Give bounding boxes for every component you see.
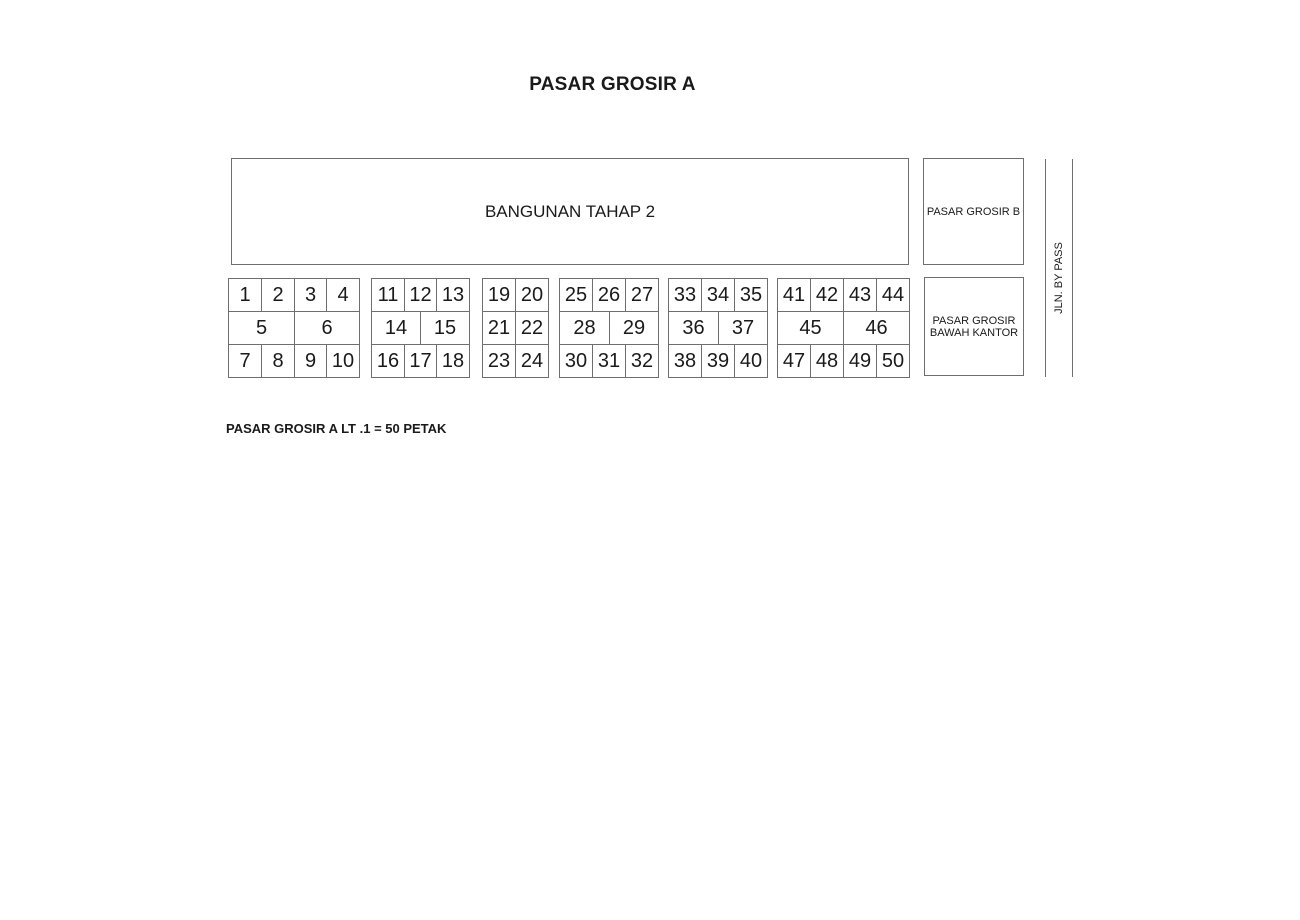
stall-27: 27 — [625, 278, 659, 312]
stall-4: 4 — [326, 278, 360, 312]
road-label-text: JLN. BY PASS — [1053, 242, 1065, 314]
stall-9: 9 — [294, 344, 327, 378]
stall-23: 23 — [482, 344, 516, 378]
stall-22: 22 — [515, 311, 549, 345]
stall-2: 2 — [261, 278, 295, 312]
grosir-bawah-kantor-label-line2: BAWAH KANTOR — [929, 326, 1019, 339]
stall-49: 49 — [843, 344, 877, 378]
stall-38: 38 — [668, 344, 702, 378]
stall-6: 6 — [294, 311, 360, 345]
stall-18: 18 — [436, 344, 470, 378]
stall-13: 13 — [436, 278, 470, 312]
stall-11: 11 — [371, 278, 405, 312]
stall-3: 3 — [294, 278, 327, 312]
stall-37: 37 — [718, 311, 768, 345]
stall-44: 44 — [876, 278, 910, 312]
stall-25: 25 — [559, 278, 593, 312]
stall-42: 42 — [810, 278, 844, 312]
stall-16: 16 — [371, 344, 405, 378]
stall-5: 5 — [228, 311, 295, 345]
stall-34: 34 — [701, 278, 735, 312]
stall-19: 19 — [482, 278, 516, 312]
stall-32: 32 — [625, 344, 659, 378]
stall-17: 17 — [404, 344, 437, 378]
stall-46: 46 — [843, 311, 910, 345]
stall-21: 21 — [482, 311, 516, 345]
stall-28: 28 — [559, 311, 610, 345]
stall-41: 41 — [777, 278, 811, 312]
stall-10: 10 — [326, 344, 360, 378]
stall-48: 48 — [810, 344, 844, 378]
stall-29: 29 — [609, 311, 659, 345]
stall-12: 12 — [404, 278, 437, 312]
stall-33: 33 — [668, 278, 702, 312]
stall-count-caption: PASAR GROSIR A LT .1 = 50 PETAK — [226, 421, 447, 436]
stall-35: 35 — [734, 278, 768, 312]
stall-20: 20 — [515, 278, 549, 312]
stall-1: 1 — [228, 278, 262, 312]
grosir-b-label: PASAR GROSIR B — [926, 205, 1021, 218]
stall-47: 47 — [777, 344, 811, 378]
stall-24: 24 — [515, 344, 549, 378]
stall-8: 8 — [261, 344, 295, 378]
stall-36: 36 — [668, 311, 719, 345]
stall-26: 26 — [592, 278, 626, 312]
stall-7: 7 — [228, 344, 262, 378]
stall-15: 15 — [420, 311, 470, 345]
stall-40: 40 — [734, 344, 768, 378]
stall-31: 31 — [592, 344, 626, 378]
grosir-bawah-kantor-label-line1: PASAR GROSIR — [932, 314, 1016, 327]
stall-39: 39 — [701, 344, 735, 378]
stall-30: 30 — [559, 344, 593, 378]
stall-45: 45 — [777, 311, 844, 345]
bangunan-label: BANGUNAN TAHAP 2 — [484, 201, 656, 221]
page-title: PASAR GROSIR A — [529, 74, 696, 95]
stall-43: 43 — [843, 278, 877, 312]
stall-50: 50 — [876, 344, 910, 378]
stall-14: 14 — [371, 311, 421, 345]
